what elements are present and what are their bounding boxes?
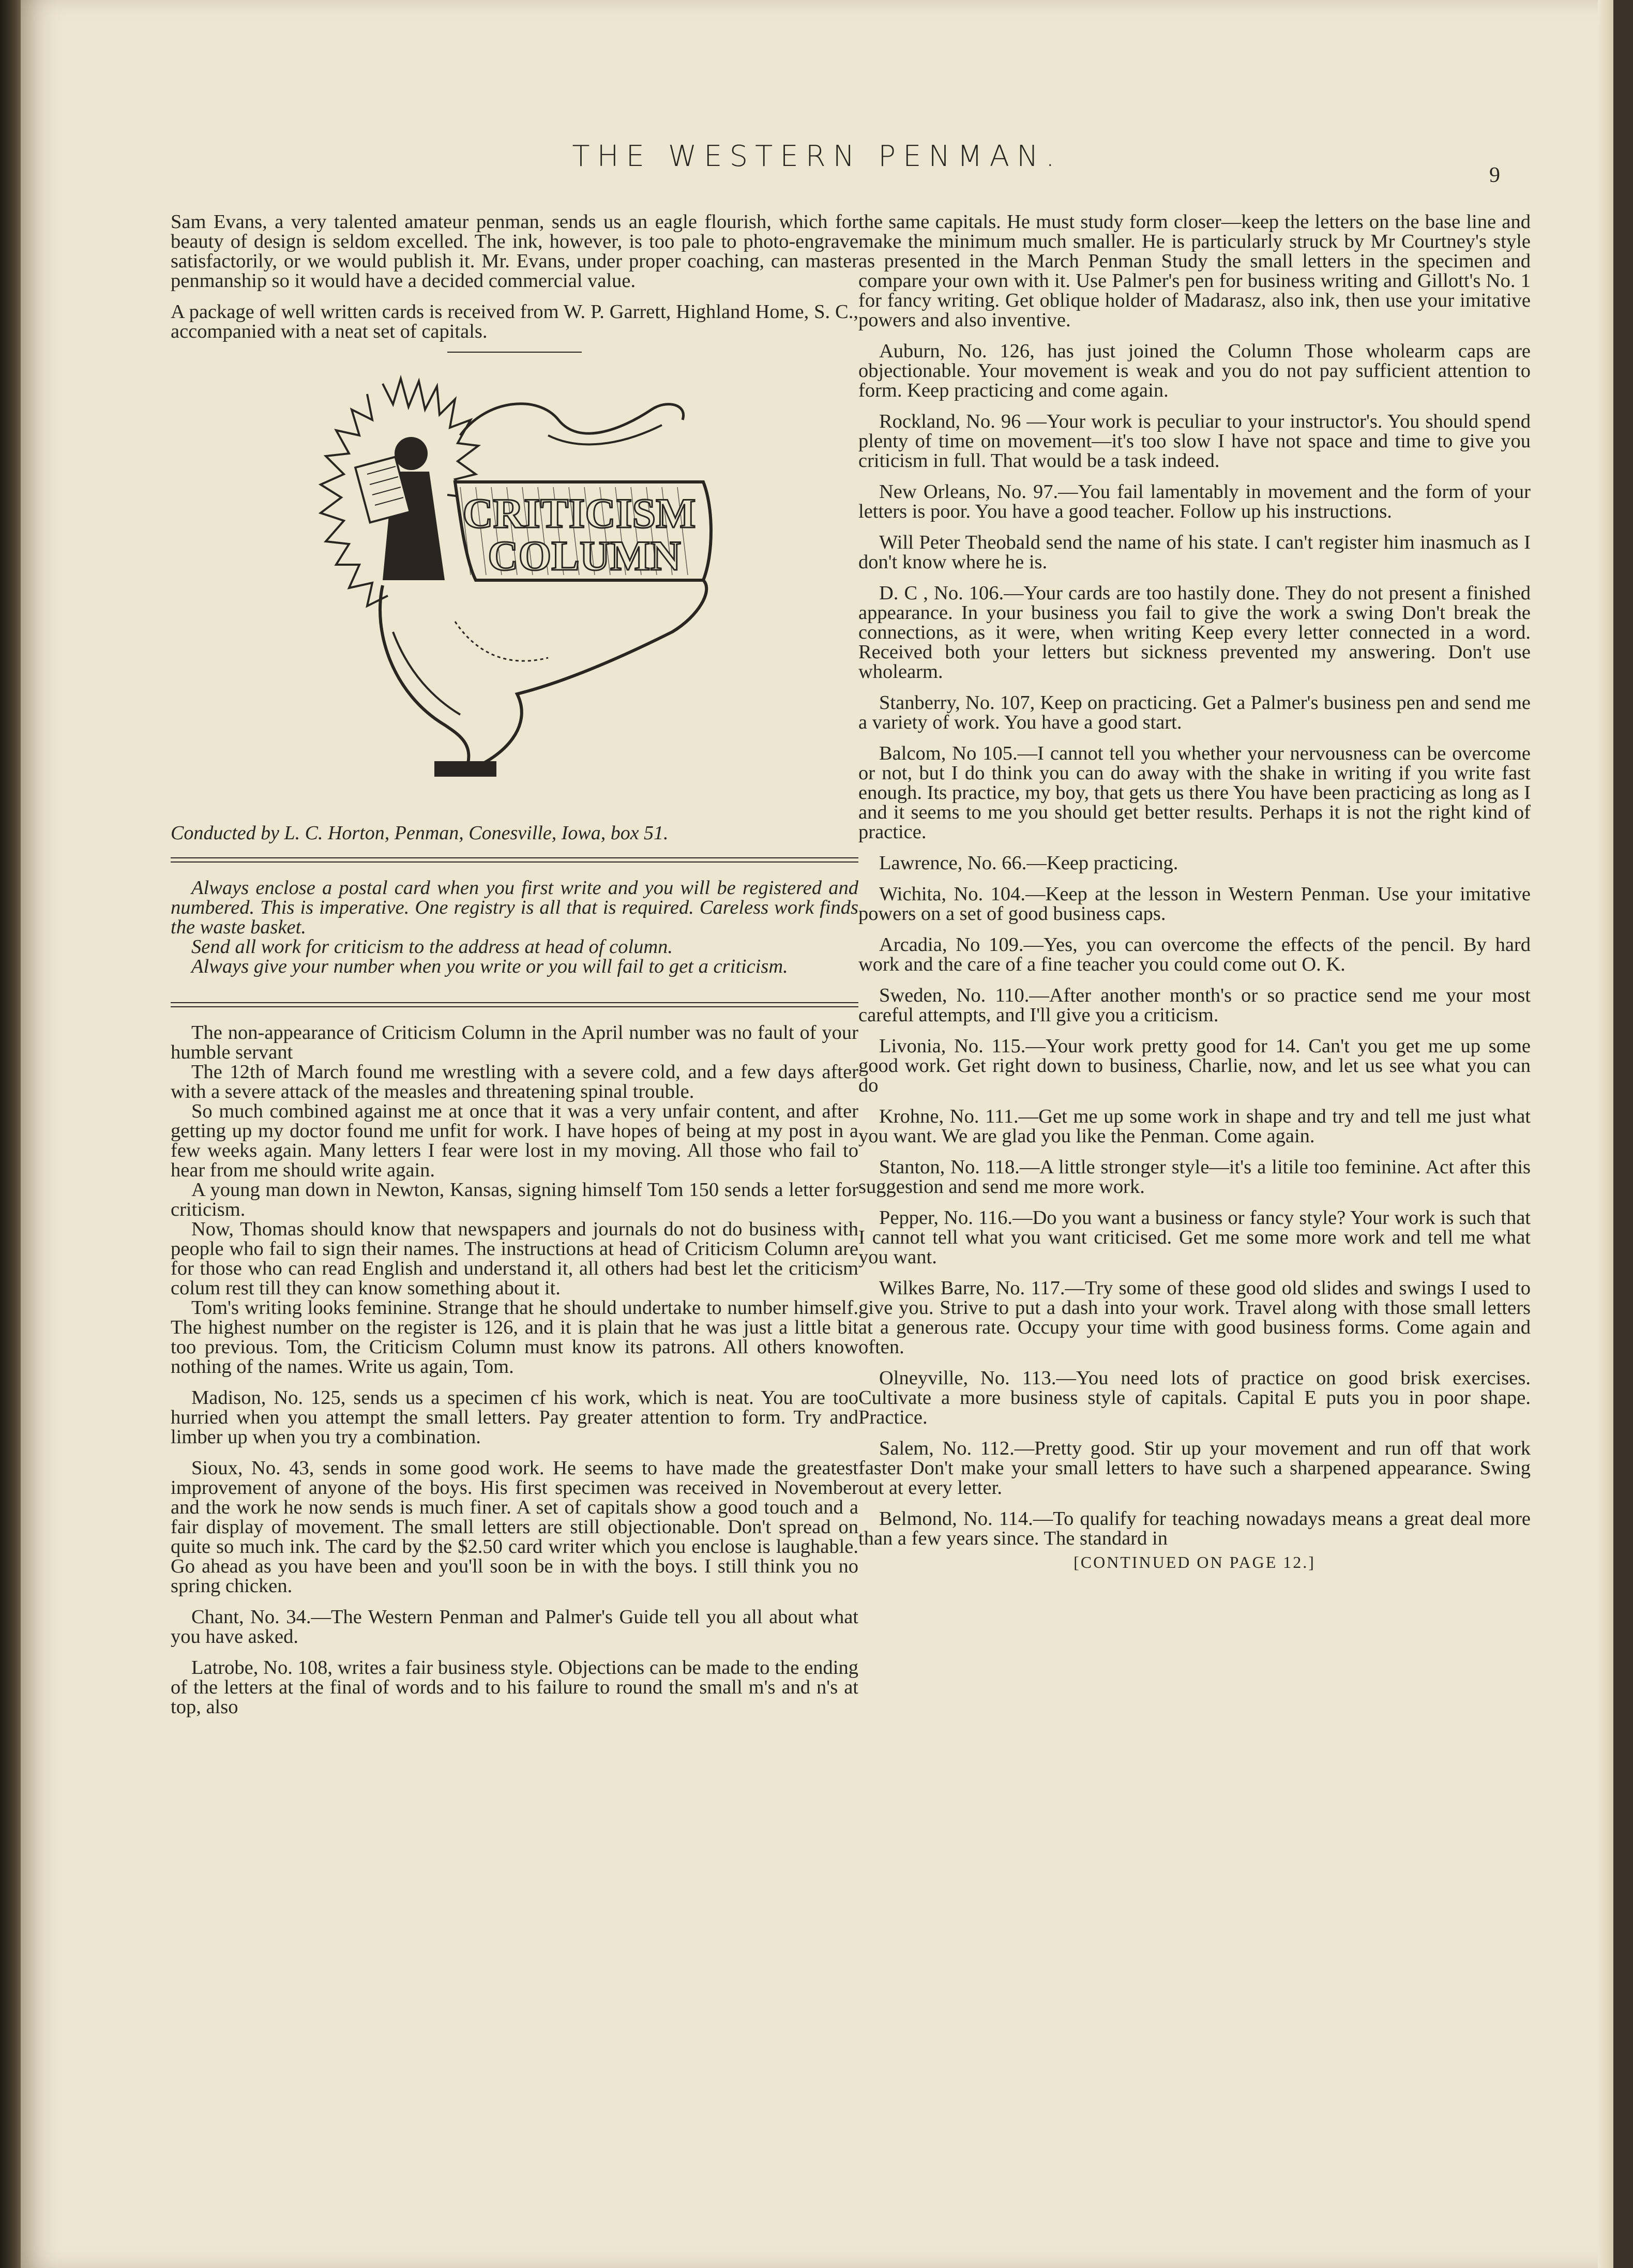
article-paragraph: The non-appearance of Criticism Column in the April number was no fault of your humble servant (171, 1022, 858, 1063)
criticism-entry: Lawrence, No. 66.—Keep practicing. (879, 852, 1178, 874)
continued-notice: [CONTINUED ON PAGE 12.] (1073, 1553, 1316, 1571)
article-paragraph: Tom's writing looks feminine. Strange that he should undertake to number himself. The highest number on the register is 126, and it is plain that he was just a little bit too previous. Tom, the Criticism Column must know its patrons. All others know nothing of the names. Write us again, Tom. (171, 1297, 858, 1378)
article-paragraph: the same capitals. He must study form closer—keep the letters on the base line and make the minimum much smaller. He is particularly struck by Mr Courtney's style as presented in the March Penman Study the small letters in the specimen and compare your own with it. Use Palmer's pen for business writing and Gillott's No. 1 for fancy writing. Get oblique holder of Madarasz, also ink, then use your imitative powers and also inventive. (858, 211, 1531, 331)
banner-line1: CRITICISM (462, 490, 696, 537)
criticism-entry: Olneyville, No. 113.—You need lots of practice on good brisk exercises. Cultivate a more business style of capitals. Capital E puts you in poor shape. Practice. (858, 1367, 1531, 1428)
criticism-banner-svg (290, 363, 734, 808)
criticism-entry: Arcadia, No 109.—Yes, you can overcome the effects of the pencil. By hard work and the care of a fine teacher you could come out O. K. (858, 934, 1531, 975)
instruction-line: Send all work for criticism to the address at head of column. (191, 936, 673, 958)
page (21, 0, 1613, 2268)
criticism-entry: Auburn, No. 126, has just joined the Column Those wholearm caps are objectionable. Your movement is weak and you do not pay sufficient attention to form. Keep practicing and come again. (858, 340, 1531, 401)
section-divider (447, 352, 582, 353)
criticism-entry: Balcom, No 105.—I cannot tell you whether your nervousness can be overcome or not, but I do think you can do away with the shake in writing if you write fast enough. Its practice, my boy, that gets us there You have been practicing as long as I and it seems to me you should get better results. Perhaps it is not the right kind of practice. (858, 743, 1531, 843)
article-paragraph: Latrobe, No. 108, writes a fair business style. Objections can be made to the ending of the letters at the final of words and to his failure to round the small m's and n's at top, also (171, 1657, 858, 1718)
criticism-entry: Sweden, No. 110.—After another month's or so practice send me your most careful attempts, and I'll give you a criticism. (858, 985, 1531, 1026)
criticism-entry: Livonia, No. 115.—Your work pretty good for 14. Can't you get me up some good work. Get right down to business, Charlie, now, and let us see what you can do (858, 1035, 1531, 1096)
article-paragraph: The 12th of March found me wrestling with a severe cold, and a few days after with a severe attack of the measles and threatening spinal trouble. (171, 1061, 858, 1102)
page-number: 9 (1489, 163, 1500, 187)
criticism-entry: Belmond, No. 114.—To qualify for teaching nowadays means a great deal more than a few years since. The standard in (858, 1508, 1531, 1549)
criticism-entry: Wilkes Barre, No. 117.—Try some of these good old slides and swings I used to give you. Strive to put a dash into your work. Travel along with those small letters at a generous rate. Occupy your time with good business forms. Come again and often. (858, 1277, 1531, 1358)
criticism-entry: Stanberry, No. 107, Keep on practicing. Get a Palmer's business pen and send me a variety of work. You have a good start. (858, 692, 1531, 733)
article-paragraph: Madison, No. 125, sends us a specimen cf his work, which is neat. You are too hurried when you attempt the small letters. Pay greater attention to form. Try and limber up when you try a combination. (171, 1387, 858, 1448)
criticism-column-illustration (171, 363, 858, 808)
article-paragraph: Chant, No. 34.—The Western Penman and Palmer's Guide tell you all about what you have asked. (171, 1606, 858, 1647)
criticism-entry: Krohne, No. 111.—Get me up some work in shape and try and tell me just what you want. We are glad you like the Penman. Come again. (858, 1106, 1531, 1147)
criticism-entry: Stanton, No. 118.—A little stronger style—it's a litile too feminine. Act after this suggestion and send me more work. (858, 1156, 1531, 1198)
criticism-entry: Wichita, No. 104.—Keep at the lesson in Western Penman. Use your imitative powers on a set of good business caps. (858, 883, 1531, 925)
article-paragraph: A young man down in Newton, Kansas, signing himself Tom 150 sends a letter for criticism. (171, 1179, 858, 1220)
criticism-entry: Pepper, No. 116.—Do you want a business or fancy style? Your work is such that I cannot tell what you want criticised. Get me some more work and tell me what you want. (858, 1207, 1531, 1268)
left-column (171, 212, 858, 1717)
double-rule (171, 1002, 858, 1007)
article-paragraph: A package of well written cards is received from W. P. Garrett, Highland Home, S. C., accompanied with a neat set of capitals. (171, 301, 858, 342)
criticism-entry: Salem, No. 112.—Pretty good. Stir up your movement and run off that work faster Don't make your small letters to have such a sharpened appearance. Swing out at every letter. (858, 1438, 1531, 1499)
article-paragraph: Sioux, No. 43, sends in some good work. He seems to have made the greatest improvement of anyone of the boys. His first specimen was received in November and the work he now sends is much finer. A set of capitals show a good touch and a fair display of movement. The small letters are still objectionable. Don't spread on quite so much ink. The card by the $2.50 card writer which you enclose is laughable. Go ahead as you have been and you'll soon be in with the boys. I still think you no spring chicken. (171, 1457, 858, 1597)
criticism-entry: D. C , No. 106.—Your cards are too hastily done. They do not present a finished appearance. In your business you fail to give the work a swing Don't break the connections, as it were, when writing Keep every letter connected in a word. Received both your letters but sickness prevented my answering. Don't use wholearm. (858, 582, 1531, 683)
article-paragraph: So much combined against me at once that it was a very unfair content, and after getting up my doctor found me unfit for work. I have hopes of being at my post in a few weeks again. Many letters I fear were lost in my moving. All those who fail to hear from me should write again. (171, 1100, 858, 1181)
column-instructions (171, 878, 858, 976)
criticism-entry: New Orleans, No. 97.—You fail lamentably in movement and the form of your letters is poor. You have a good teacher. Follow up his instructions. (858, 481, 1531, 522)
page-edge (1598, 0, 1613, 2268)
double-rule (171, 857, 858, 863)
penman-figure-icon (355, 437, 445, 580)
instruction-line: Always enclose a postal card when you first write and you will be registered and numbered. This is imperative. One registry is all that is required. Careless work finds the waste basket. (171, 877, 858, 938)
article-paragraph: Sam Evans, a very talented amateur penman, sends us an eagle flourish, which for beauty of design is seldom excelled. The ink, however, is too pale to photo-engrave satisfactorily, or we would publish it. Mr. Evans, under proper coaching, can master penmanship so it would have a decided commercial value. (171, 211, 858, 292)
column-caption: Conducted by L. C. Horton, Penman, Conesville, Iowa, box 51. (171, 822, 669, 844)
article-paragraph: Now, Thomas should know that newspapers and journals do not do business with people who fail to sign their names. The instructions at head of Criticism Column are for those who can read English and understand it, all others had best let the criticism colum rest till they can know something about it. (171, 1218, 858, 1299)
instruction-line: Always give your number when you write or you will fail to get a criticism. (191, 956, 788, 977)
criticism-entry: Will Peter Theobald send the name of his state. I can't register him inasmuch as I don't know where he is. (858, 532, 1531, 573)
criticism-entry: Rockland, No. 96 —Your work is peculiar to your instructor's. You should spend plenty of time on movement—it's too slow I have not space and time to give you criticism in full. That would be a task indeed. (858, 411, 1531, 472)
right-column (858, 212, 1531, 1572)
inkwell-icon (434, 761, 496, 777)
banner-line2: COLUMN (488, 532, 681, 579)
masthead: THE WESTERN PENMAN. (572, 140, 1062, 173)
